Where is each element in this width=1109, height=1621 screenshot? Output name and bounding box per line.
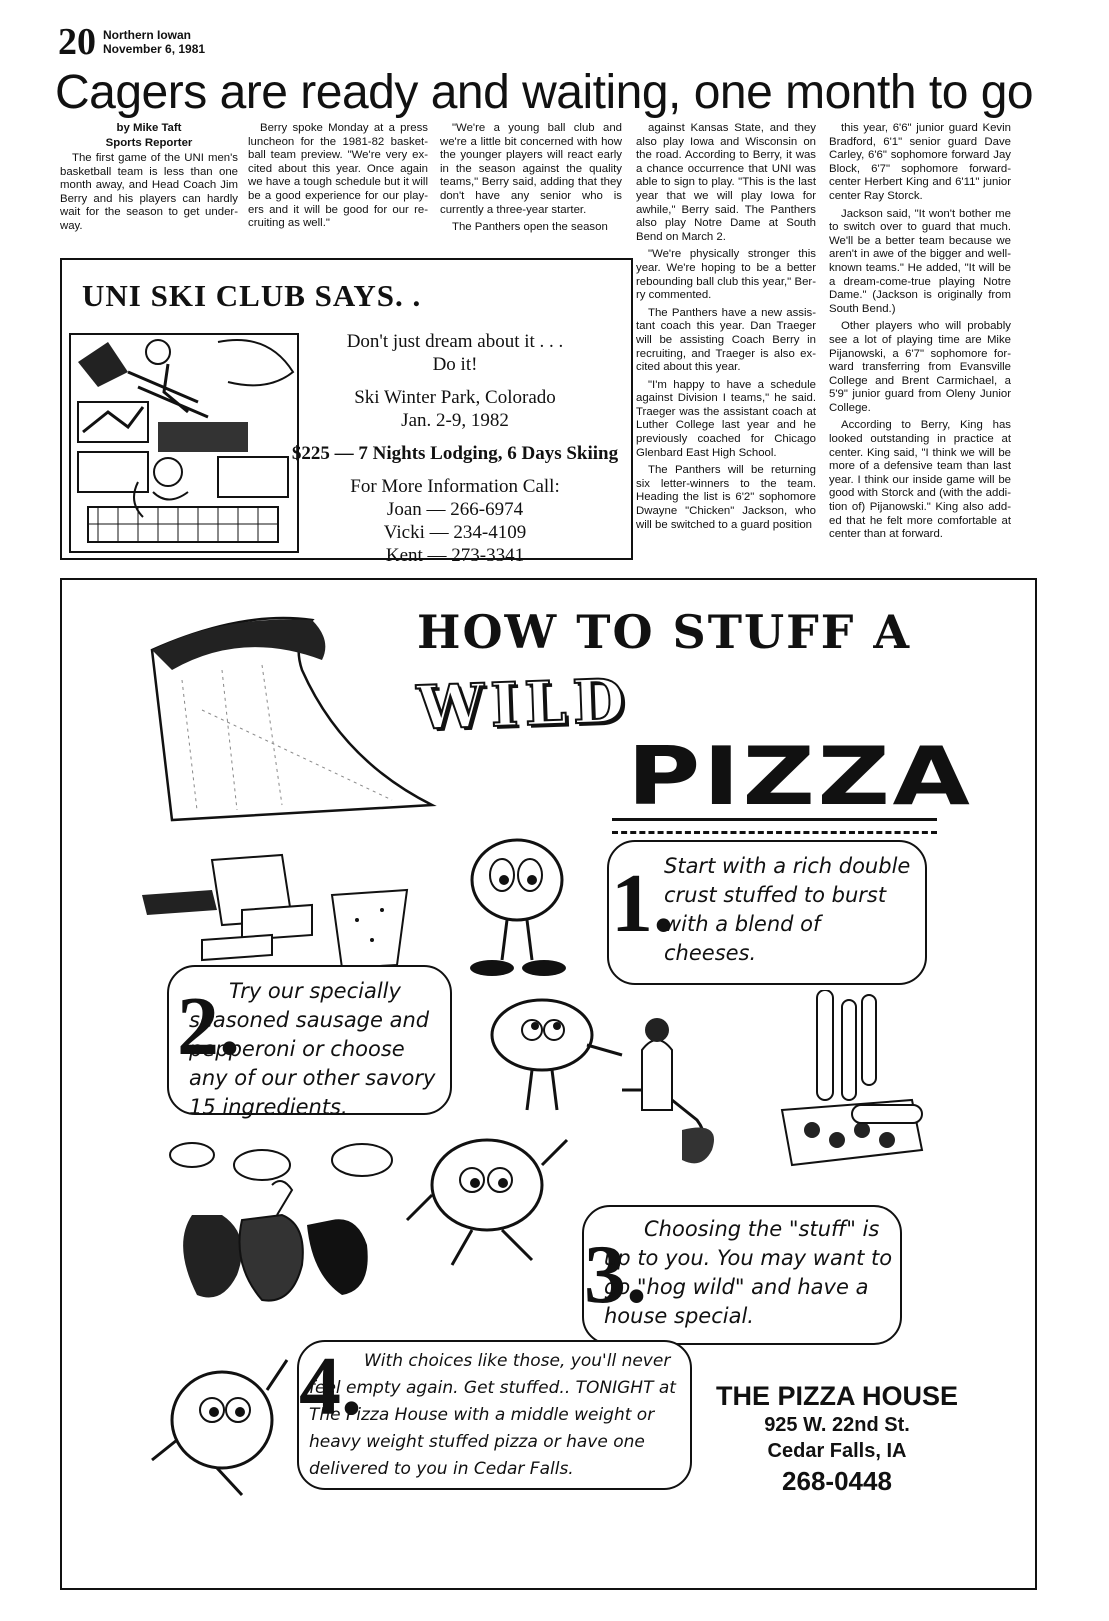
paragraph: According to Berry, King has looked outstanding in practice at center. King said, "I think we will be more of a defensive team than last year. I think our inside game will be good with Storck and (with the addi-tion of) Pijanowski." King also add-ed that he felt more comfortable at center than at forward. xyxy=(829,419,1011,541)
paragraph: "We're a young ball club and we're a little bit concerned with how the younger players will react early in the season against the quality teams," Berry said, adding that they don't have any senior who is currently a three-year starter. xyxy=(440,122,622,216)
city-line: Cedar Falls, IA xyxy=(767,1440,907,1462)
article-column-5 xyxy=(829,122,1011,546)
step-3-bubble xyxy=(582,1205,902,1345)
ski-price: $225 — 7 Nights Lodging, 6 Days Skiing xyxy=(291,443,619,464)
pizza-house-info xyxy=(702,1380,972,1498)
ski-line: Do it! xyxy=(432,354,478,375)
step-4-bubble xyxy=(297,1340,692,1490)
paper-name: Northern Iowan xyxy=(103,28,192,42)
ski-contact: Vicki — 234-4109 xyxy=(383,522,527,543)
paragraph: this year, 6'6" junior guard Kevin Bradford, 6'1" senior guard Dave Carley, 6'6" sophomore forward Jay Block, 6'7" sophomore forward-center Herbert King and 6'11" junior center Ray Storck. xyxy=(829,122,1011,202)
ski-contact: Joan — 266-6974 xyxy=(386,499,524,520)
ad-headline-wild: WILD xyxy=(415,666,632,744)
ski-line: Don't just dream about it . . . xyxy=(346,331,564,352)
paragraph: Berry spoke Monday at a press luncheon for the 1981-82 basket-ball team preview. "We're very ex-cited about this year. Once again we have a tough schedule but it will be a good experience for our play-ers and it will be good for our re-cruiting as well." xyxy=(248,122,428,230)
ski-ad-title: UNI SKI CLUB SAYS. . xyxy=(82,278,422,313)
ski-contact: Kent — 273-3341 xyxy=(385,545,525,566)
paragraph: The Panthers will be returning six letter-winners to the team. Heading the list is 6'2" sophomore Dwayne "Chicken" Jackson, who will be switched to a guard position xyxy=(636,464,816,531)
sausage-grinder-illustration xyxy=(602,990,932,1190)
ad-headline-pizza: PIZZA xyxy=(627,730,973,823)
step-3-number: 3. xyxy=(584,1228,647,1321)
step-2-bubble xyxy=(167,965,452,1119)
cheese-illustration xyxy=(142,850,422,980)
pizza-slice-illustration xyxy=(142,610,442,830)
article-column-4 xyxy=(636,122,816,536)
step-4-text: With choices like those, you'll never feel empty again. Get stuffed.. TONIGHT at The Pizza House with a middle weight or heavy weight stuffed pizza or have one delivered to you in Cedar Falls. xyxy=(309,1351,676,1479)
article-column-1 xyxy=(60,122,238,238)
business-name: THE PIZZA HOUSE xyxy=(715,1381,958,1411)
paragraph: Other players who will probably see a lot of playing time are Mike Pijanowski, a 6'7" sophomore for-ward transferring from Evansville College and Brent Carmichael, a 5'9" junior guard from Oleny Junior College. xyxy=(829,320,1011,414)
article-column-3 xyxy=(440,122,622,239)
paragraph: "I'm happy to have a schedule against Division I teams," he said. Traeger was the assistant coach at Luther College last year and he previously coached for Chicago Glenbard East High School. xyxy=(636,378,816,459)
paragraph: The Panthers have a new assis-tant coach this year. Dan Traeger will be assisting Coach Berry in recruiting, and Traeger is also ex-cited about this year. xyxy=(636,306,816,374)
ski-club-ad xyxy=(60,258,633,566)
byline: by Mike Taft xyxy=(116,122,182,134)
ski-ad-text xyxy=(270,330,640,567)
ad-headline: HOW TO STUFF A xyxy=(417,605,912,659)
step-4-number: 4. xyxy=(299,1340,362,1433)
ski-info: For More Information Call: xyxy=(350,476,560,497)
issue-date: November 6, 1981 xyxy=(103,42,206,56)
step-1-number: 1. xyxy=(611,857,674,950)
paragraph: Jackson said, "It won't bother me to switch over to guard that much. We'll be a better team because we aren't in awe of the bigger and well-known teams." He added, "It will be a dream-come-true playing Notre Dame." (Jackson is originally from South Bend.) xyxy=(829,207,1011,315)
pizza-character-4 xyxy=(142,1350,302,1500)
divider xyxy=(612,818,937,834)
paragraph: against Kansas State, and they also play Iowa and Wisconsin on the road. According to Berry, it was a chance occurrence that UNI was able to sign to play. "This is the last year that we will play Iowa for awhile," Berry said. The Panthers also play Notre Dame at South Bend on March 2. xyxy=(636,122,816,243)
paragraph: "We're physically stronger this year. We're hoping to be a better rebounding ball club this year," Ber-ry commented. xyxy=(636,248,816,302)
ski-line: Jan. 2-9, 1982 xyxy=(401,410,509,431)
step-1-text: Start with a rich double crust stuffed to burst with a blend of cheeses. xyxy=(664,854,911,965)
step-2-number: 2. xyxy=(177,980,240,1073)
article-column-2 xyxy=(248,122,428,235)
phone-number: 268-0448 xyxy=(782,1466,892,1496)
step-1-bubble xyxy=(607,840,927,985)
byline-role: Sports Reporter xyxy=(105,137,193,149)
pizza-character-3 xyxy=(402,1125,572,1275)
step-2-text: Try our specially seasoned sausage and pepperoni or choose any of our other savory 15 ingredients. xyxy=(189,979,436,1119)
page-number: 20 xyxy=(58,21,96,63)
ski-line: Ski Winter Park, Colorado xyxy=(354,387,556,408)
ski-illustration xyxy=(68,332,300,554)
paragraph: The Panthers open the season xyxy=(452,221,608,234)
step-3-text: Choosing the "stuff" is up to you. You may want to go "hog wild" and have a house special. xyxy=(604,1217,893,1328)
paragraph: The first game of the UNI men's basketball team is less than one month away, and Head Coach Jim Berry and his players can hardly wait for the season to get under-way. xyxy=(60,152,238,232)
masthead xyxy=(103,28,205,56)
vegetables-illustration xyxy=(142,1125,432,1315)
pizza-character-1 xyxy=(452,830,582,980)
pizza-house-ad xyxy=(60,578,1037,1590)
address-line: 925 W. 22nd St. xyxy=(764,1414,910,1436)
article-headline: Cagers are ready and waiting, one month to go xyxy=(55,66,1034,119)
